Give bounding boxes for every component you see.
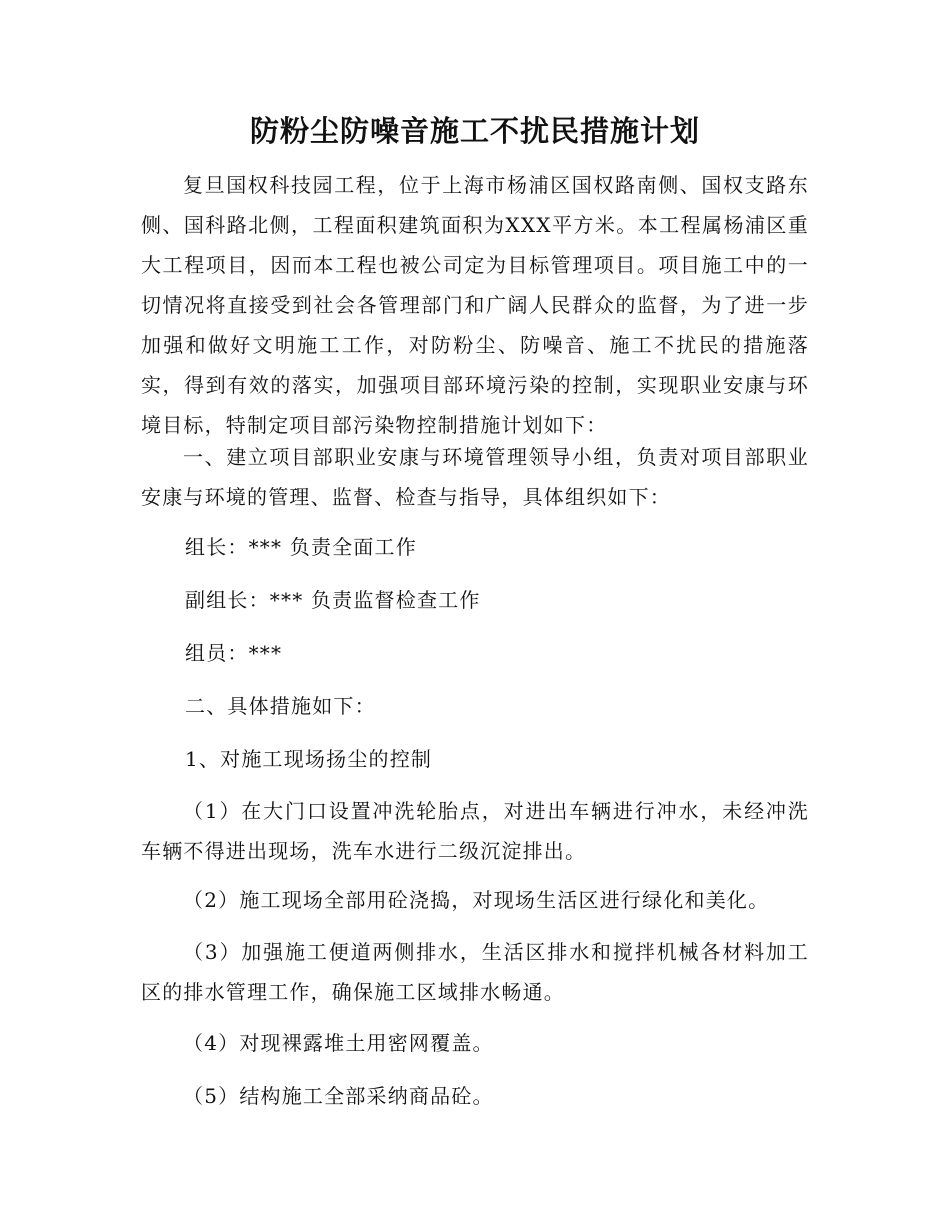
leader-line: 组长：*** 负责全面工作 <box>185 535 417 559</box>
section-1-paragraph: 一、建立项目部职业安康与环境管理领导小组，负责对项目部职业安康与环境的管理、监督、检查与指导，具体组织如下： <box>141 445 809 509</box>
intro-paragraph: 复旦国权科技园工程，位于上海市杨浦区国权路南侧、国权支路东侧、国科路北侧，工程面积建筑面积为XXX平方米。本工程属杨浦区重大工程项目，因而本工程也被公司定为目标管理项目。项目施工中的一切情况将直接受到社会各管理部门和广阔人民群众的监督，为了进一步加强和做好文明施工工作，对防粉尘、防噪音、施工不扰民的措施落实，得到有效的落实，加强项目部环境污染的控制，实现职业安康与环境目标，特制定项目部污染物控制措施计划如下： <box>141 173 809 437</box>
measure-item: （4）对现裸露堆土用密网覆盖。 <box>183 1031 494 1055</box>
measure-item: （1）在大门口设置冲洗轮胎点，对进出车辆进行冲水，未经冲洗车辆不得进出现场，洗车水进行二级沉淀排出。 <box>141 799 809 863</box>
measure-item: （5）结构施工全部采纳商品砼。 <box>183 1084 494 1108</box>
vice-leader-line: 副组长：*** 负责监督检查工作 <box>185 588 481 612</box>
measure-item: （3）加强施工便道两侧排水，生活区排水和搅拌机械各材料加工区的排水管理工作，确保施工区域排水畅通。 <box>141 940 809 1004</box>
section-2-heading: 二、具体措施如下： <box>185 694 376 718</box>
document-title: 防粉尘防噪音施工不扰民措施计划 <box>249 114 700 148</box>
item-1-heading: 1、对施工现场扬尘的控制 <box>185 747 433 771</box>
measure-item: （2）施工现场全部用砼浇捣，对现场生活区进行绿化和美化。 <box>183 888 770 912</box>
members-line: 组员：*** <box>185 641 283 665</box>
